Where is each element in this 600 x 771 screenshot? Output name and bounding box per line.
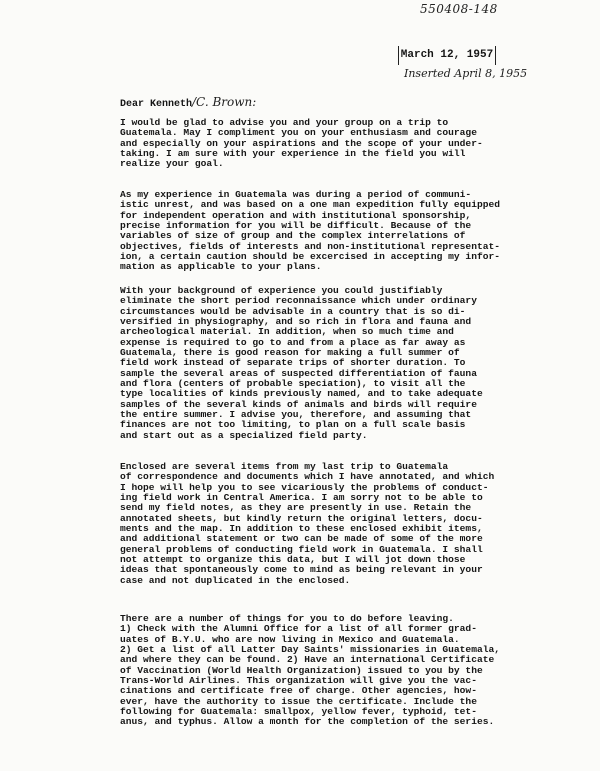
text-line: As my experience in Guatemala was during a period of communi- [120,189,472,200]
salutation-prefix: Dear Kenneth [120,99,193,110]
text-line: variables of size of group and the complex interrelations of [120,230,466,242]
text-line: I hope will help you to see vicariously the problems of conduct- [120,481,489,493]
text-line: and additional statement or two can be made of some of the more [120,533,483,545]
text-line: annotated sheets, but kindly return the original letters, docu- [120,512,483,524]
text-line: and flora (centers of probable speciation), to visit all the [120,378,466,390]
text-line: eliminate the short period reconnaissance which under ordinary [120,295,477,307]
salutation-name: /C. Brown: [192,95,257,109]
text-line: sample the several areas of suspected differentiation of fauna [120,367,477,379]
text-line: for independent operation and with institutional sponsorship, [120,209,472,221]
text-line: ideas that spontaneously come to mind as being relevant in your [120,564,483,576]
text-line: samples of the several kinds of animals and birds will require [120,398,477,410]
text-line: field work instead of separate trips of shorter duration. To [120,357,466,369]
paragraph-3 [120,286,483,441]
document-number: 550408-148 [420,2,498,16]
text-line: ion, a certain caution should be excercised in accepting my infor- [120,251,500,263]
paragraph-1 [120,118,483,170]
text-line: cinations and certificate free of charge. Other agencies, how- [120,685,477,697]
paragraph-5 [120,614,500,728]
text-line: objectives, fields of interests and non-institutional representat- [120,240,500,252]
text-line: ever, have the authority to issue the certificate. Include the [120,695,477,707]
text-line: of correspondence and documents which I have annotated, and which [120,471,495,483]
letter-date: March 12, 1957 [398,46,496,65]
text-line: There are a number of things for you to do before leaving. [120,613,454,624]
text-line: With your background of experience you could justifiably [120,285,443,296]
text-line: taking. I am sure with your experience in the field you will [120,148,466,160]
text-line: versified in physiography, and so rich in flora and fauna and [120,316,472,328]
text-line: Trans-World Airlines. This organization will give you the vac- [120,675,477,687]
text-line: the entire summer. I advise you, therefore, and assuming that [120,409,472,421]
text-line: and especially on your aspirations and the scope of your under- [120,137,483,149]
text-line: not attempt to organize this data, but I will jot down those [120,554,466,566]
text-line: and where they can be found. 2) Have an international Certificate [120,654,495,666]
salutation [120,95,256,110]
text-line: following for Guatemala: smallpox, yellow fever, typhoid, tet- [120,706,477,718]
text-line: finances are not too limiting, to plan on a full scale basis [120,419,466,431]
text-line: Guatemala. May I compliment you on your enthusiasm and courage [120,127,477,139]
text-line: general problems of conducting field work in Guatemala. I shall [120,543,483,555]
text-line: istic unrest, and was based on a one man expedition fully equipped [120,199,500,211]
text-line: I would be glad to advise you and your group on a trip to [120,117,449,128]
text-line: ments and the map. In addition to these enclosed exhibit items, [120,523,483,535]
paragraph-2 [120,190,500,273]
text-line: send my field notes, as they are presently in use. Retain the [120,502,472,514]
text-line: realize your goal. [120,158,224,170]
inserted-note: Inserted April 8, 1955 [404,67,528,80]
text-line: anus, and typhus. Allow a month for the completion of the series. [120,716,495,728]
text-line: expense is required to go to and from a place as far away as [120,336,466,348]
text-line: ing field work in Central America. I am sorry not to be able to [120,492,483,504]
text-line: precise information for you will be difficult. Because of the [120,220,472,232]
text-line: circumstances would be advisable in a country that is so di- [120,305,466,317]
text-line: 2) Get a list of all Latter Day Saints' missionaries in Guatemala, [120,644,500,656]
text-line: 1) Check with the Alumni Office for a list of all former grad- [120,623,477,635]
text-line: type localities of kinds previously named, and to take adequate [120,388,483,400]
text-line: mation as applicable to your plans. [120,261,322,273]
text-line: uates of B.Y.U. who are now living in Mexico and Guatemala. [120,633,460,645]
text-line: Guatemala, there is good reason for making a full summer of [120,347,460,359]
text-line: and start out as a specialized field party. [120,429,368,441]
text-line: archeological material. In addition, when so much time and [120,326,454,338]
paragraph-4 [120,462,494,586]
text-line: of Vaccination (World Health Organization) issued to you by the [120,664,483,676]
text-line: case and not duplicated in the enclosed. [120,574,351,586]
text-line: Enclosed are several items from my last trip to Guatemala [120,461,449,472]
